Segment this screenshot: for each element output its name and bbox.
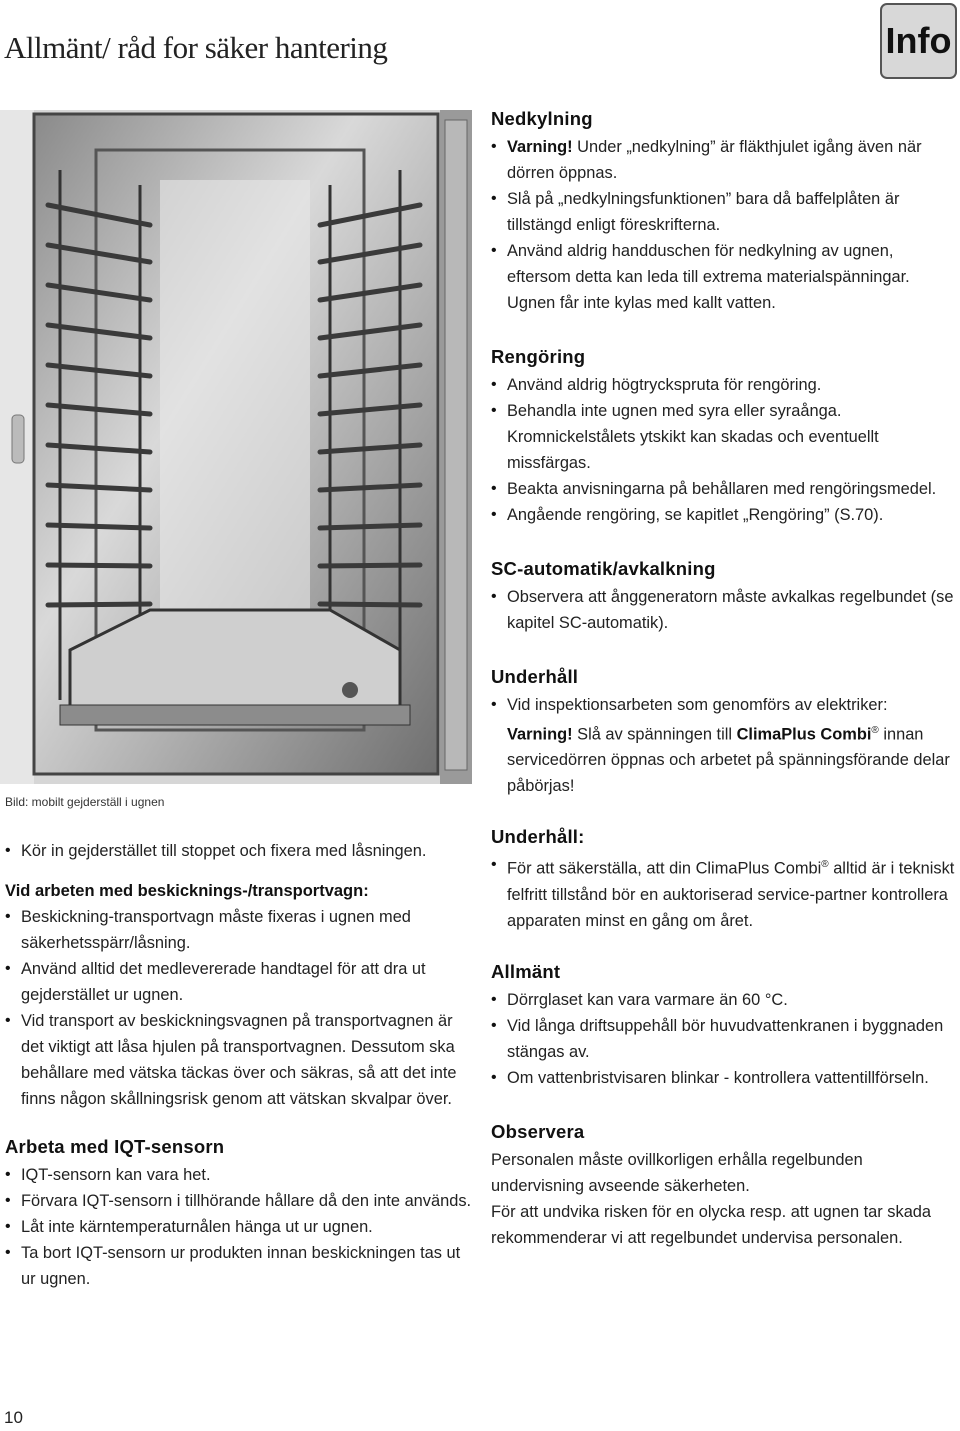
nedkylning-heading: Nedkylning [491,108,593,129]
sc-heading: SC-automatik/avkalkning [491,558,716,579]
left-column [5,838,475,1292]
iqt-list [5,1162,475,1292]
list-item: • Ta bort IQT-sensorn ur produkten innan beskickningen tas ut ur ugnen. [5,1240,475,1292]
brand-name: ClimaPlus Combi [736,725,872,744]
list-item-text: Under „nedkylning” är fläkthjulet igång även när dörren öppnas. [507,138,922,182]
figure-caption: Bild: mobilt gejderställ i ugnen [5,795,165,809]
list-item: • Beskickning-transportvagn måste fixeras i ugnen med säkerhetsspärr/låsning. [5,904,475,956]
list-item: • Angående rengöring, se kapitlet „Rengöring” (S.70). [491,502,956,528]
list-item: • Kör in gejderstället till stoppet och fixera med låsningen. [5,838,475,864]
underhall-heading: Underhåll [491,666,579,687]
rengoring-heading: Rengöring [491,346,586,367]
list-item: • Vid långa driftsuppehåll bör huvudvattenkranen i byggnaden stängas av. [491,1013,956,1065]
registered-mark: ® [871,725,879,736]
allmant-heading: Allmänt [491,960,561,982]
list-item-text: För att säkerställa, att din ClimaPlus Combi [507,859,822,878]
list-item: • Använd aldrig handduschen för nedkylning av ugnen, eftersom detta kan leda till extrema materialspänningar. Ugnen får inte kylas med kallt vatten. [491,238,956,316]
list-item [491,134,956,186]
transport-list [5,904,475,1112]
list-item-text: alltid är i tekniskt felfritt tillstånd bör en auktoriserad service-partner kontrollera apparaten minst en gång om året. [507,859,955,930]
list-item [491,692,956,799]
observera-text: För att undvika risken för en olycka resp. att ugnen tar skada rekommenderar vi att regelbundet undervisa personalen. [491,1202,932,1247]
transport-heading: Vid arbeten med beskicknings-/transportvagn: [5,882,369,900]
underhall2-list [491,852,956,933]
list-item: • Använd aldrig högtryckspruta för rengöring. [491,372,956,398]
list-item: • IQT-sensorn kan vara het. [5,1162,475,1188]
warning-label: Varning! [507,138,573,156]
observera-text: Personalen måste ovillkorligen erhålla regelbunden undervisning avseende säkerheten. [491,1150,863,1195]
list-item: • Beakta anvisningarna på behållaren med rengöringsmedel. [491,476,956,502]
list-item-text: Slå av spänningen till [572,725,737,744]
list-item: • Behandla inte ugnen med syra eller syraånga. Kromnickelstålets ytskikt kan skadas och eventuellt missfärgas. [491,398,956,476]
list-item: • Vid transport av beskickningsvagnen på transportvagnen är det viktigt att låsa hjulen på transportvagnen. Dessutom ska behållare med vätska täckas över och säkras, så att det inte finns någon skållningsrisk genom att vätskan skvalpar över. [5,1008,475,1112]
list-item-text: Vid inspektionsarbeten som genomförs av elektriker: [507,696,888,714]
list-item: • Använd alltid det medlevererade handtagel för att dra ut gejderstället ur ugnen. [5,956,475,1008]
iqt-heading: Arbeta med IQT-sensorn [5,1136,225,1157]
list-item: • Låt inte kärntemperaturnålen hänga ut ur ugnen. [5,1214,475,1240]
registered-mark: ® [821,859,829,871]
list-item: • Om vattenbristvisaren blinkar - kontrollera vattentillförseln. [491,1065,956,1091]
page-number: 10 [4,1408,23,1427]
list-item: • Dörrglaset kan vara varmare än 60 °C. [491,987,956,1013]
warning-label: Varning! [507,725,573,744]
allmant-list [491,987,956,1091]
underhall-list [491,692,956,799]
list-item: • Slå på „nedkylningsfunktionen” bara då baffelplåten är tillstängd enligt föreskrifterna. [491,186,956,238]
oven-rack-photo [0,110,472,784]
info-badge: Info [880,3,957,79]
intro-list [5,838,475,864]
list-item: • Observera att ånggeneratorn måste avkalkas regelbundet (se kapitel SC-automatik). [491,584,956,636]
list-item: • Förvara IQT-sensorn i tillhörande hållare då den inte används. [5,1188,475,1214]
list-item [491,852,956,933]
rengoring-list [491,372,956,528]
page-title: Allmänt/ råd for säker hantering [4,30,388,65]
right-column [491,108,956,1251]
sc-list [491,584,956,636]
nedkylning-list [491,134,956,316]
observera-heading: Observera [491,1120,585,1142]
list-item-text: innan servicedörren öppnas och arbetet på spänningsförande delar påbörjas! [507,725,950,796]
underhall2-heading: Underhåll: [491,826,585,848]
